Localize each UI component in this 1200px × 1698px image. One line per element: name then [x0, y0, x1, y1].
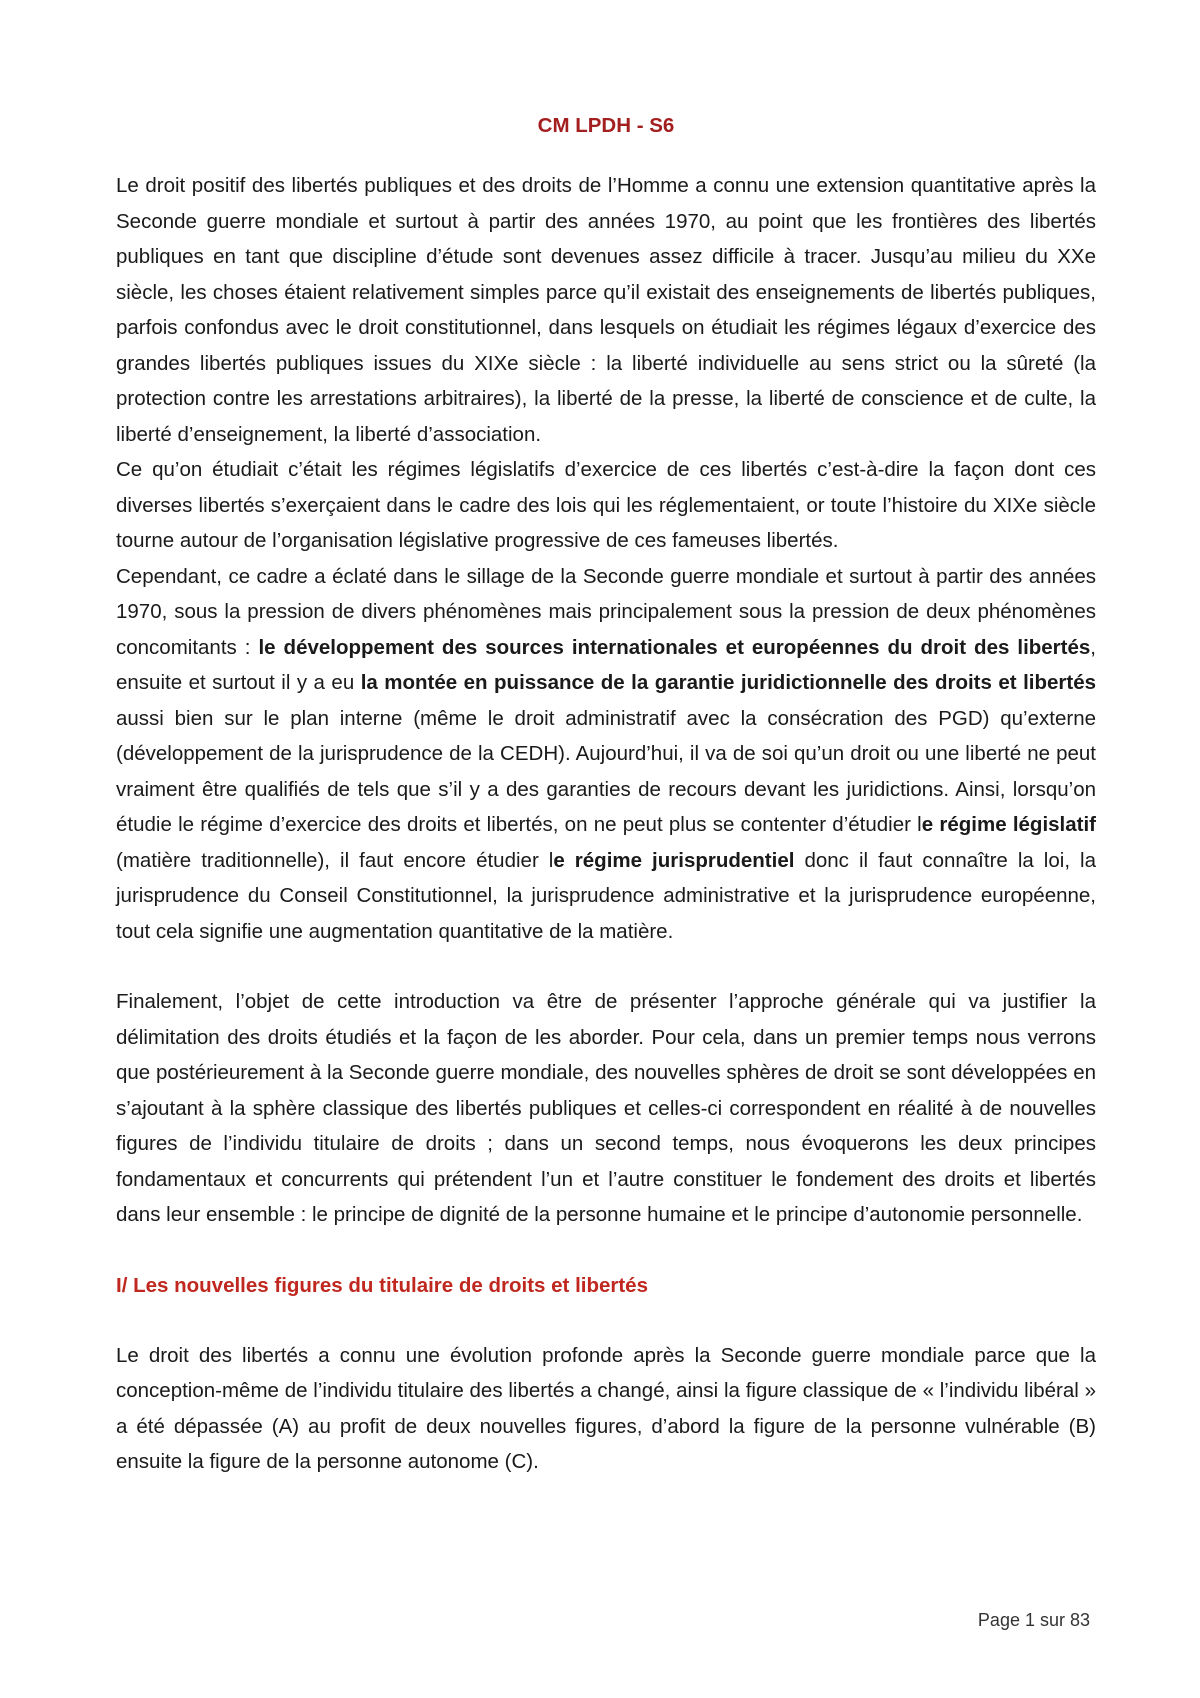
paragraph-2: Ce qu’on étudiait c’était les régimes législatifs d’exercice de ces libertés c’est-à-dire la façon dont ces diverses libertés s’exerçaient dans le cadre des lois qui les réglementaient, or toute l’histoire du XIXe siècle tourne autour de l’organisation législative progressive de ces fameuses libertés. — [116, 458, 1096, 552]
document-body — [116, 108, 1096, 1480]
paragraph-3-bold-1: le développement des sources internationales et européennes du droit des libertés — [258, 635, 1091, 659]
paragraph-5: Le droit des libertés a connu une évolution profonde après la Seconde guerre mondiale parce que la conception-même de l’individu titulaire des libertés a changé, ainsi la figure classique de « l’individu libéral » a été dépassée (A) au profit de deux nouvelles figures, d’abord la figure de la personne vulnérable (B) ensuite la figure de la personne autonome (C). — [116, 1343, 1096, 1473]
paragraph-3-text-3: aussi bien sur le plan interne (même le droit administratif avec la consécration des PGD) qu’externe (développement de la jurisprudence de la CEDH). Aujourd’hui, il va de soi qu’un droit ou une liberté ne peut vraiment être qualifiés de tels que s’il y a des garanties de recours devant les juridictions. Ainsi, lorsqu’on étudie le régime d’exercice des droits et libertés, on ne peut plus se contenter d’étudier l — [116, 706, 1096, 836]
paragraph-3-text-2: , ensuite et surtout il y a eu — [116, 635, 1096, 694]
paragraph-spacer — [116, 949, 1096, 984]
paragraph-spacer — [116, 1233, 1096, 1268]
paragraph-3-text-4: (matière traditionnelle), il faut encore étudier l — [116, 848, 554, 872]
paragraph-3 — [116, 559, 1096, 950]
paragraph-3-text-1: Cependant, ce cadre a éclaté dans le sillage de la Seconde guerre mondiale et surtout à partir des années 1970, sous la pression de divers phénomènes mais principalement sous la pression de deux phénomènes concomitants : — [116, 564, 1096, 659]
paragraph-3-bold-3: e régime législatif — [921, 813, 1096, 836]
paragraph-3-bold-4: e régime jurisprudentiel — [553, 848, 795, 872]
document-title: CM LPDH - S6 — [537, 114, 675, 137]
section-heading: I/ Les nouvelles figures du titulaire de droits et libertés — [116, 1273, 648, 1297]
paragraph-1: Le droit positif des libertés publiques et des droits de l’Homme a connu une extension quantitative après la Seconde guerre mondiale et surtout à partir des années 1970, au point que les frontières des libertés publiques en tant que discipline d’étude sont devenues assez difficile à tracer. Jusqu’au milieu du XXe siècle, les choses étaient relativement simples parce qu’il existait des enseignements de libertés publiques, parfois confondus avec le droit constitutionnel, dans lesquels on étudiait les régimes légaux d’exercice des grandes libertés publiques issues du XIXe siècle : la liberté individuelle au sens strict ou la sûreté (la protection contre les arrestations arbitraires), la liberté de la presse, la liberté de conscience et de culte, la liberté d’enseignement, la liberté d’association. — [116, 174, 1096, 446]
paragraph-3-text-5: donc il faut connaître la loi, la jurisprudence du Conseil Constitutionnel, la jurisprudence administrative et la jurisprudence européenne, tout cela signifie une augmentation quantitative de la matière. — [116, 848, 1097, 943]
paragraph-spacer — [116, 1303, 1096, 1338]
paragraph-4: Finalement, l’objet de cette introduction va être de présenter l’approche générale qui va justifier la délimitation des droits étudiés et la façon de les aborder. Pour cela, dans un premier temps nous verrons que postérieurement à la Seconde guerre mondiale, des nouvelles sphères de droit se sont développées en s’ajoutant à la sphère classique des libertés publiques et celles-ci correspondent en réalité à de nouvelles figures de l’individu titulaire de droits ; dans un second temps, nous évoquerons les deux principes fondamentaux et concurrents qui prétendent l’un et l’autre constituer le fondement des droits et libertés dans leur ensemble : le principe de dignité de la personne humaine et le principe d’autonomie personnelle. — [116, 990, 1096, 1226]
paragraph-3-bold-2: la montée en puissance de la garantie juridictionnelle des droits et libertés — [360, 671, 1096, 694]
page-number: Page 1 sur 83 — [977, 1610, 1090, 1630]
